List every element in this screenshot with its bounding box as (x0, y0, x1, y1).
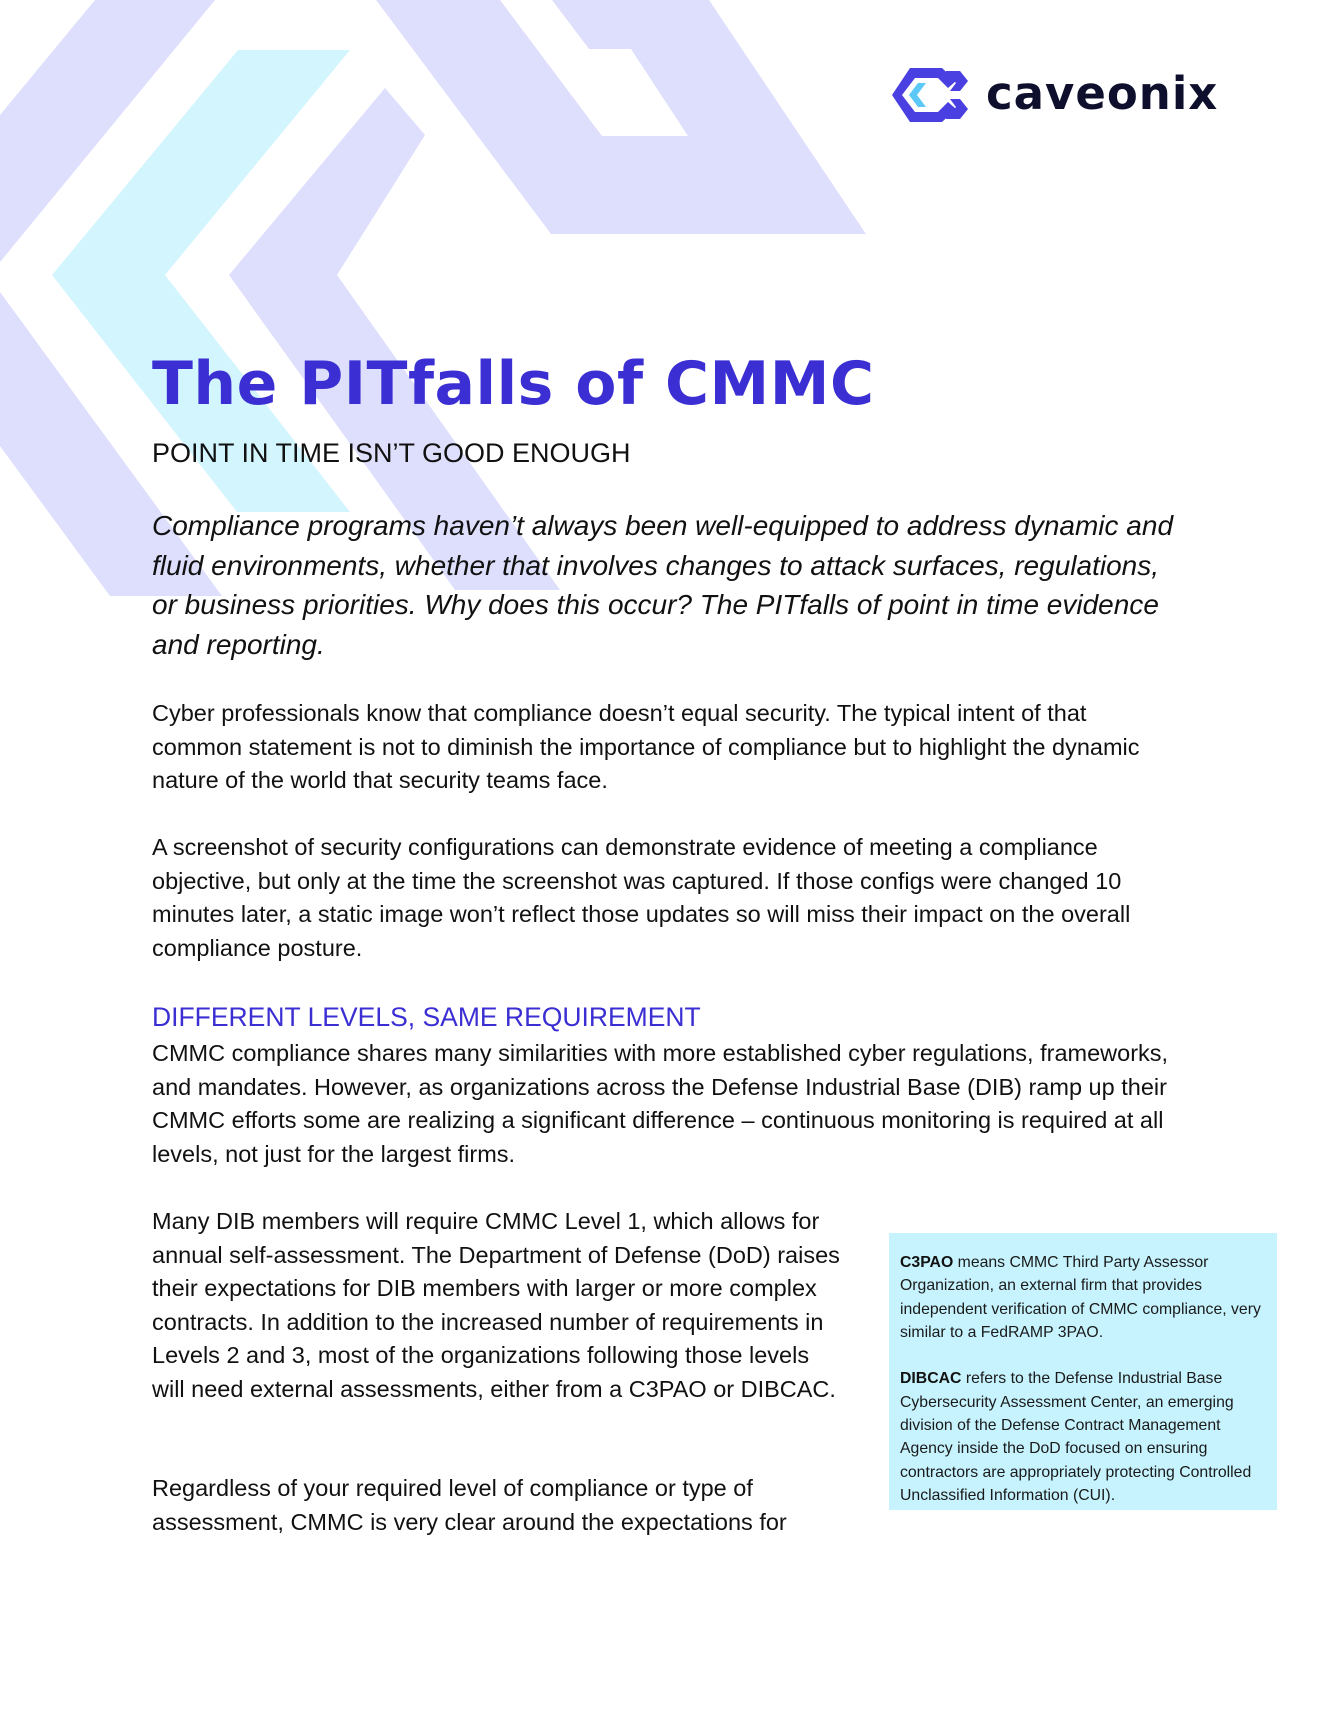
definitions-callout (889, 1233, 1277, 1510)
callout-definition-dibcac (900, 1367, 1267, 1507)
body-paragraph: A screenshot of security configurations can demonstrate evidence of meeting a compliance objective, but only at the time the screenshot was captured. If those configs were changed 10 minutes later, a static image won’t reflect those updates so will miss their impact on the overall compliance posture. (152, 834, 1131, 961)
bg-hook-shape (376, 0, 866, 234)
body-paragraph: Cyber professionals know that compliance doesn’t equal security. The typical intent of that common statement is not to diminish the importance of compliance but to highlight the dynamic nature of the world that security teams face. (152, 700, 1140, 793)
caveonix-logo (890, 64, 1218, 126)
callout-definition-text: means CMMC Third Party Assessor Organization, an external firm that provides independent verification of CMMC compliance, very similar to a FedRAMP 3PAO. (900, 1254, 1261, 1341)
page-title: The PITfalls of CMMC (152, 349, 875, 419)
section-paragraph: CMMC compliance shares many similarities with more established cyber regulations, frameworks, and mandates. However, as organizations across the Defense Industrial Base (DIB) ramp up their CMMC efforts some are realizing a significant difference – continuous monitoring is required at all levels, not just for the largest firms. (152, 1040, 1169, 1167)
caveonix-logo-icon (890, 65, 970, 125)
section-paragraph: Regardless of your required level of compliance or type of assessment, CMMC is very clear around the expectations for (152, 1475, 787, 1535)
intro-paragraph: Compliance programs haven’t always been well-equipped to address dynamic and fluid environments, whether that involves changes to attack surfaces, regulations, or business priorities. Why does this occur? The PITfalls of point in time evidence and reporting. (152, 510, 1174, 660)
callout-definition-c3pao (900, 1251, 1267, 1344)
caveonix-wordmark: caveonix (986, 66, 1219, 120)
section-paragraph: Many DIB members will require CMMC Level 1, which allows for annual self-assessment. The Department of Defense (DoD) raises their expectations for DIB members with larger or more complex contracts. In addition to the increased number of requirements in Levels 2 and 3, most of the organizations following those levels will need external assessments, either from a C3PAO or DIBCAC. (152, 1208, 840, 1402)
page-subtitle: POINT IN TIME ISN’T GOOD ENOUGH (152, 438, 631, 468)
callout-definition-text: refers to the Defense Industrial Base Cybersecurity Assessment Center, an emerging division of the Defense Contract Management Agency inside the DoD focused on ensuring contractors are appropriately protecting Controlled Unclassified Information (CUI). (900, 1370, 1252, 1504)
callout-term: C3PAO (900, 1254, 954, 1271)
callout-term: DIBCAC (900, 1370, 962, 1388)
section-heading: DIFFERENT LEVELS, SAME REQUIREMENT (152, 1002, 701, 1032)
